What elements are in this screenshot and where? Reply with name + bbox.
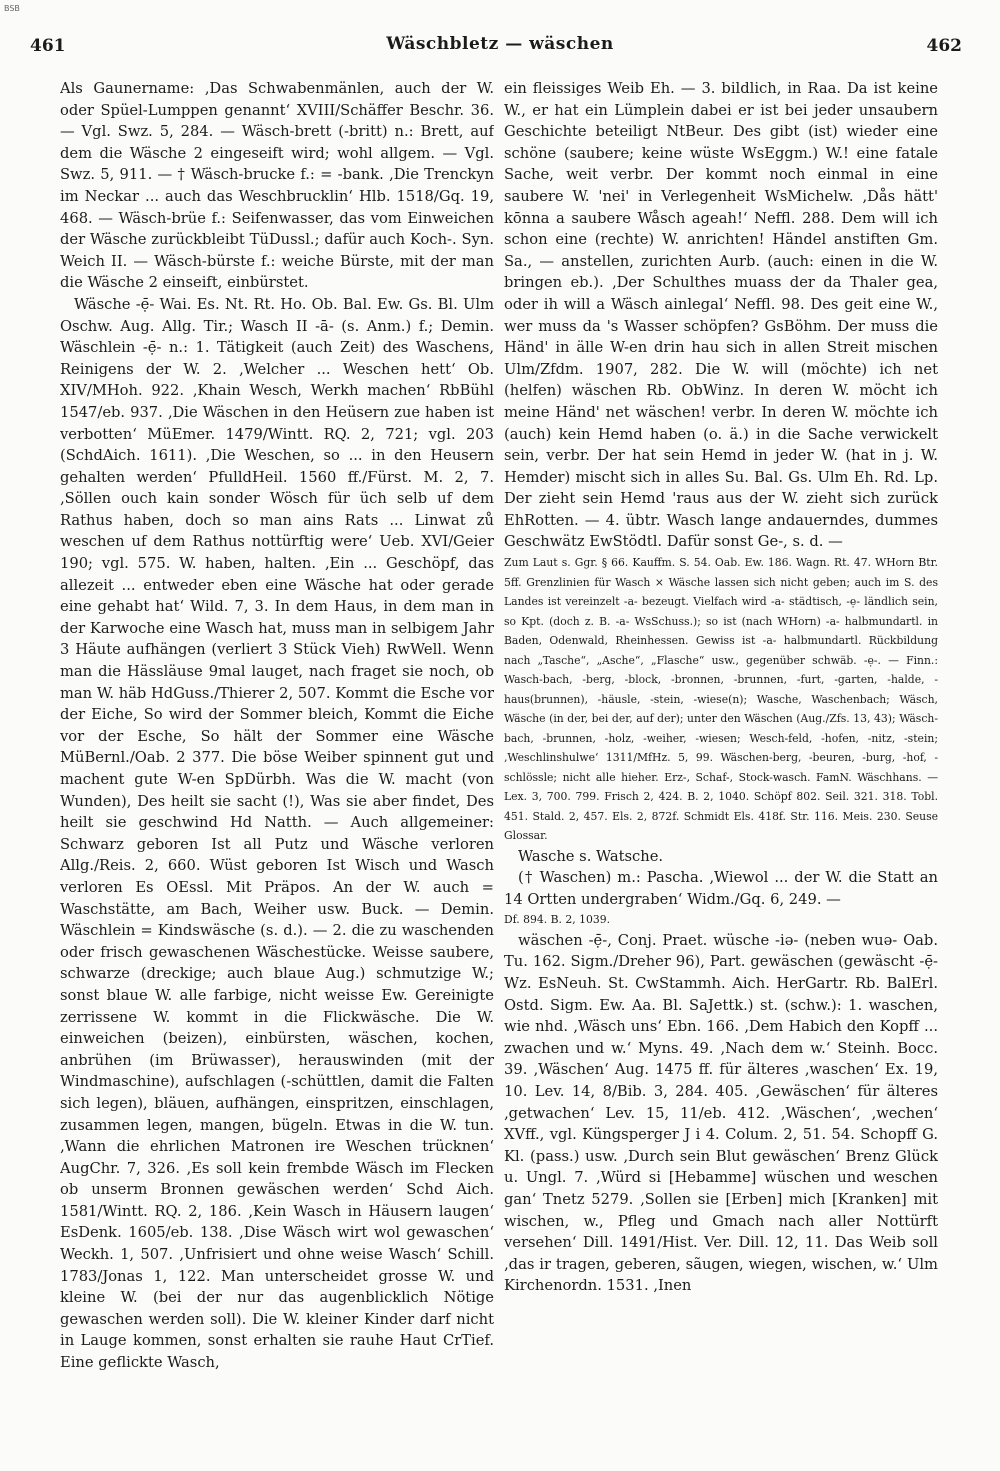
entry-wasche-cont: ein fleissiges Weib Eh. — 3. bildlich, in Raa. Da ist keine W., er hat ein Lümplein dabei er ist bei jeder unsaubern Geschichte beteiligt NtBeur. Des gibt (ist) wieder eine schöne (saubere; keine wüste WsEggm.) W.! eine fatale Sache, weit verbr. Der kommt noch einmal in eine saubere W. 'nei' in Verlegenheit WsMichelw. ‚Dås hätt' kōnna a saubere Wåsch ageah!‘ Neffl. 288. Dem will ich schon eine (rechte) W. anrichten! Händel anstiften Gm. Sa., — anstellen, zurichten Aurb. (auch: einen in die W. bringen eb.). ‚Der Schulthes muass der da Thaler gea, oder ih will a Wäsch ainlegal‘ Neffl. 98. Des geit eine W., wer muss da 's Wasser schöpfen? GsBöhm. Der muss die Händ' in älle W-en drin hau sich in allen Streit mischen Ulm/Zfdm. 1907, 282. Die W. will (möchte) ich net (helfen) wäschen Rb. ObWinz. In deren W. möcht ich meine Händ' net wäschen! verbr. In deren W. möchte ich (auch) kein Hemd haben (o. ä.) in die Sache verwickelt sein, verbr. Der hat sein Hemd in jeder W. (hat in j. W. Hemder) mischt sich in alles Su. Bal. Gs. Ulm Eh. Rd. Lp. Der zieht sein Hemd 'raus aus der W. zieht sich zurück EhRotten. — 4. übtr. Wasch lange andauerndes, dummes Geschwätz EwStödtl. Dafür sonst Ge-, s. d. — — [504, 80, 938, 551]
page-number-left: 461 — [30, 36, 66, 56]
library-stamp: BSB — [4, 4, 20, 13]
note-laut: Zum Laut s. Ggr. § 66. Kauffm. S. 54. Oab. Ew. 186. Wagn. Rt. 47. WHorn Btr. 5ff. Grenzlinien für Wasch × Wäsche lassen sich nicht geben; auch im S. des Landes ist vereinzelt -a- bezeugt. Vielfach wird -a- städtisch, -ẹ- ländlich sein, so Kpt. (doch z. B. -a- WsSchuss.); so ist (nach WHorn) -a- halbmundartl. in Baden, Odenwald, Rheinhessen. Gewiss ist -a- halbmundartl. Rückbildung nach „Tasche“, „Asche“, „Flasche“ usw., gegenüber schwäb. -ẹ-. — Finn.: Wasch-bach, -berg, -block, -bronnen, -brunnen, -furt, -garten, -halde, -haus(brunnen), -häusle, -stein, -wiese(n); Wasche, Waschenbach; Wäsch, Wäsche (in der, bei der, auf der); unter den Wäschen (Aug./Zfs. 13, 43); Wäsch-bach, -brunnen, -holz, -weiher, -wiesen; Wesch-feld, -hofen, -nitz, -stein; ‚Weschlinshulwe‘ 1311/MfHz. 5, 99. Wäschen-berg, -beuren, -burg, -hof, -schlössle; nicht alle hieher. Erz-, Schaf-, Stock-wasch. FamN. Wäschhans. — Lex. 3, 700. 799. Frisch 2, 424. B. 2, 1040. Schöpf 802. Seil. 321. 318. Tobl. 451. Stald. 2, 457. Els. 2, 872f. Schmidt Els. 418f. Str. 116. Meis. 230. Seuse Glossar. — [504, 556, 938, 843]
entry-waschen-verb: wäschen -ẹ̄-, Conj. Praet. wüsche -iə- (neben wuə- Oab. Tu. 162. Sigm./Dreher 96), Part. gewäschen (gewäscht -ẹ̄- Wz. EsNeuh. St. CwStammh. Aich. HerGartr. Rb. BalErl. Ostd. Sigm. Ew. Aa. Bl. SaJettk.) st. (schw.): 1. waschen, wie nhd. ‚Wäsch uns‘ Ebn. 166. ‚Dem Habich den Kopff ... zwachen und w.‘ Myns. 49. ‚Nach dem w.‘ Steinh. Bocc. 39. ‚Wäschen‘ Aug. 1475 ff. für älteres ‚waschen‘ Ex. 19, 10. Lev. 14, 8/Bib. 3, 284. 405. ‚Gewäschen‘ für älteres ‚getwachen‘ Lev. 15, 11/eb. 412. ‚Wäschen‘, ‚wechen‘ XVff., vgl. Küngsperger J i 4. Colum. 2, 51. 54. Schopff G. Kl. (pass.) usw. ‚Durch sein Blut gewäschen‘ Brenz Glück u. Ungl. 7. ‚Würd si [Hebamme] wüschen und weschen gan‘ Tnetz 5279. ‚Sollen sie [Erben] mich [Kranken] mit wischen, w., Pfleg und Gmach nach aller Nottürft versehen‘ Dill. 1491/Hist. Ver. Dill. 12, 11. Das Weib soll ‚das ir tragen, geberen, sãugen, wiegen, wischen, w.‘ Ulm Kirchenordn. 1531. ‚Inen — [504, 931, 938, 1295]
entry-wasche: Wäsche -ẹ̄- Wai. Es. Nt. Rt. Ho. Ob. Bal. Ew. Gs. Bl. Ulm Oschw. Aug. Allg. Tir.; Wasch II -ā- (s. Anm.) f.; Demin. Wäschlein -ẹ̄- n.: 1. Tätigkeit (auch Zeit) des Waschens, Reinigens der W. 2. ‚Welcher ... Weschen hett‘ Ob. XIV/MHoh. 922. ‚Khain Wesch, Werkh machen‘ RbBühl 1547/eb. 937. ‚Die Wäschen in den Heüsern zue haben ist verbotten‘ MüEmer. 1479/Wintt. RQ. 2, 721; vgl. 203 (SchdAich. 1611). ‚Die Weschen, so ... in den Heusern gehalten werden‘ PfulldHeil. 1560 ff./Fürst. M. 2, 7. ‚Söllen ouch kain sonder Wösch für üch selb uf dem Rathus haben, doch so man ains Rats ... Linwat zů weschen uf dem Rathus nottürftig were‘ Ueb. XVI/Geier 190; vgl. 575. W. haben, halten. ‚Ein ... Geschöpf, das allezeit ... entweder eben eine Wäsche hat oder gerade eine gehabt hat‘ Wild. 7, 3. In dem Haus, in dem man in der Karwoche eine Wasch hat, muss man in selbigem Jahr 3 Häute aufhängen (verliert 3 Stück Vieh) RwWell. Wenn man die Hässläuse 9mal lauget, nach fraget sie noch, ob man W. häb HdGuss./Thierer 2, 507. Kommt die Esche vor der Eiche, So wird der Sommer bleich, Kommt die Eiche vor der Esche, So hält der Sommer eine Wäsche MüBernl./Oab. 2 377. Die böse Weiber spinnent gut und machent gute W-en SpDürbh. Was die W. macht (von Wunden), Des heilt sie sacht (!), Was sie aber findet, Des heilt sie geschwind Hd Natth. — Auch allgemeiner: Schwarz geboren Ist all Putz und Wäsche verloren Allg./Reis. 2, 660. Wüst geboren Ist Wisch und Wasch verloren Es OEssl. Mit Präpos. An der W. auch = Waschstätte, am Bach, Weiher usw. Buck. — Demin. Wäschlein = Kindswäsche (s. d.). — 2. die zu waschenden oder frisch gewaschenen Wäschestücke. Weisse saubere, schwarze (dreckige; auch blaue Aug.) schmutzige W.; sonst blaue W. alle farbige, nicht weisse Ew. Gereinigte zerrissene W. kommt in die Flickwäsche. Die W. einweichen (beizen), einbürsten, wäschen, kochen, anbrühen (im Brüwasser), herauswinden (mit der Windmaschine), aufschlagen (-schüttlen, damit die Falten sich legen), bläuen, aufhängen, einspritzen, einschlagen, zusammen legen, mangen, bügeln. Etwas in die W. tun. ‚Wann die ehrlichen Matronen ire Weschen trücknen‘ AugChr. 7, 326. ‚Es soll kein frembde Wäsch im Flecken ob unserm Bronnen gewäschen werden‘ Schd Aich. 1581/Wintt. RQ. 2, 186. ‚Kein Wasch in Häusern laugen‘ EsDenk. 1605/eb. 138. ‚Dise Wäsch wirt wol gewaschen‘ Weckh. 1, 507. ‚Unfrisiert und ohne weise Wasch‘ Schill. 1783/Jonas 1, 122. Man unterscheidet grosse W. und kleine W. (bei der nur das augenblicklich Nötige gewaschen werden soll). Die W. kleiner Kinder darf nicht in Lauge kommen, sonst erhalten sie rauhe Haut CrTief. Eine geflickte Wasch, — [60, 295, 494, 1372]
entry-waschen-pascha: († Waschen) m.: Pascha. ‚Wiewol ... der W. die Statt an 14 Ortten undergraben‘ Widm./Gq. 6, 249. — — [504, 869, 938, 908]
entry-waschbrett: Als Gaunername: ‚Das Schwabenmänlen, auch der W. oder Spüel-Lumppen genannt‘ XVIII/Schäffer Beschr. 36. — Vgl. Swz. 5, 284. — Wäsch-brett (-britt) n.: Brett, auf dem die Wäsche 2 eingeseift wird; wohl allgem. — Vgl. Swz. 5, 911. — † Wäsch-brucke f.: = -bank. ‚Die Trenckyn im Neckar ... auch das Weschbrucklin‘ Hlb. 1518/Gq. 19, 468. — Wäsch-brüe f.: Seifenwasser, das vom Einweichen der Wäsche zurückbleibt TüDussl.; dafür auch Koch-. Syn. Weich II. — Wäsch-bürste f.: weiche Bürste, mit der man die Wäsche 2 einseift, einbürstet. — [60, 80, 494, 292]
note-df: Df. 894. B. 2, 1039. — [504, 913, 611, 927]
left-column — [60, 78, 494, 1458]
page-number-right: 462 — [926, 36, 962, 56]
running-head: Wäschbletz — wäschen — [386, 34, 614, 54]
entry-wasche-watsche: Wasche s. Watsche. — [518, 847, 664, 865]
right-column — [504, 78, 938, 1458]
